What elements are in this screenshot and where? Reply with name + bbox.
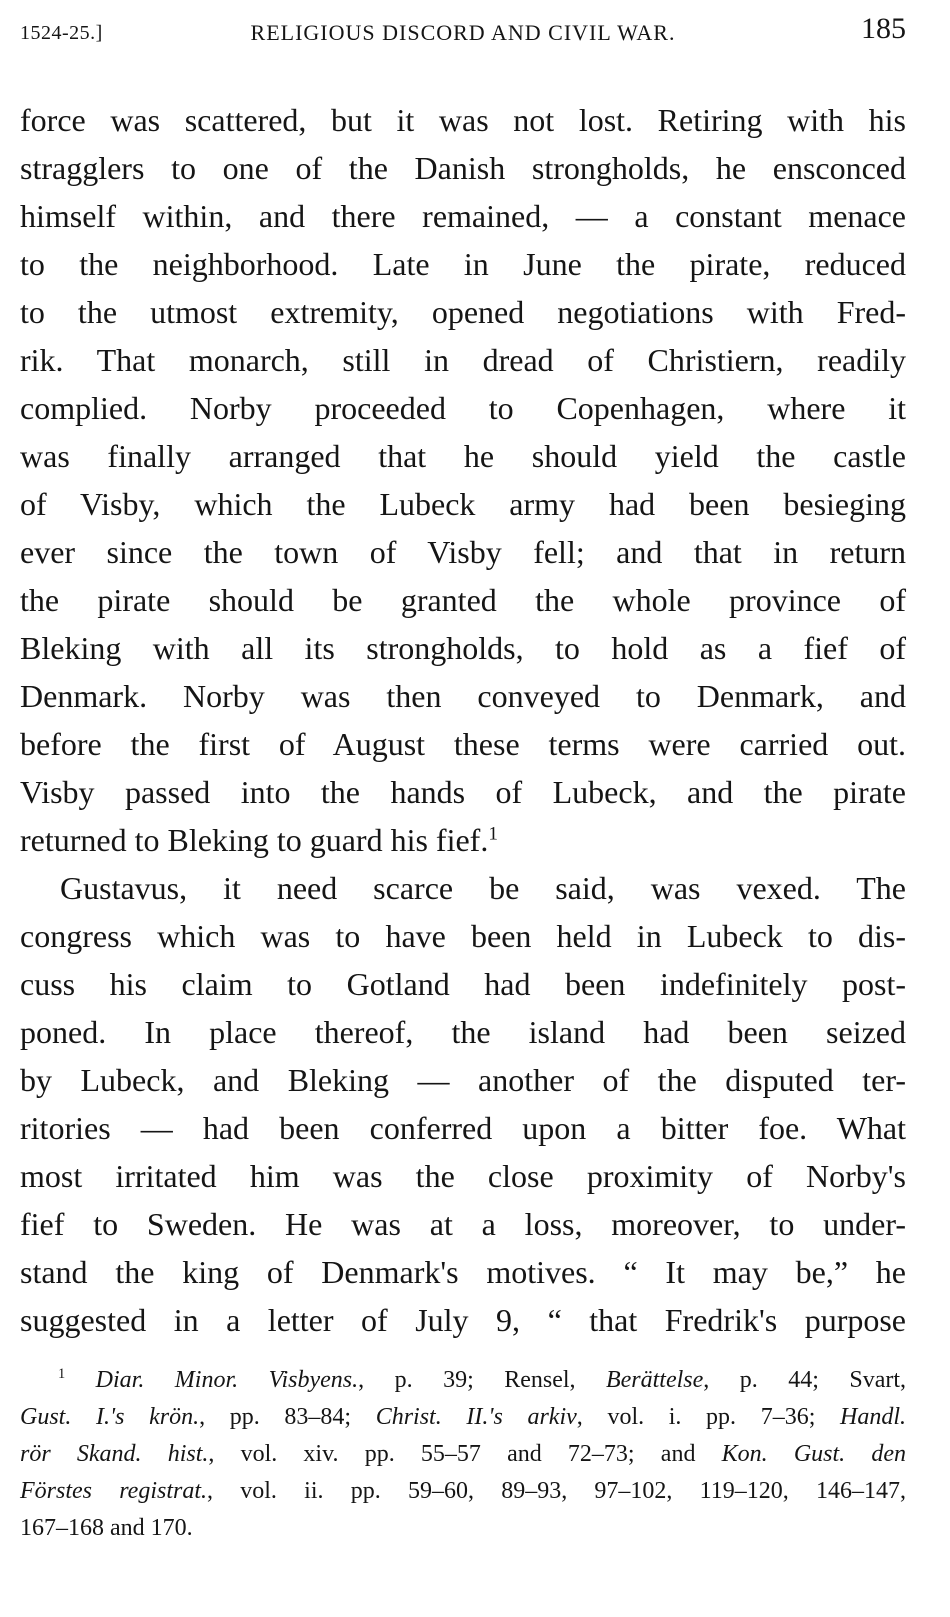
body-line: to the utmost extremity, opened negotiations with Fred-	[20, 294, 906, 330]
page-number: 185	[861, 12, 906, 45]
footnote-citation: Förstes registrat.	[20, 1478, 208, 1504]
footnote-marker: 1	[58, 1366, 66, 1382]
body-line: congress which was to have been held in Lubeck to dis-	[20, 918, 906, 954]
header-date-range: 1524-25.]	[20, 22, 103, 44]
body-line-text: returned to Bleking to guard his fief.	[20, 822, 489, 858]
footnote-text: , p. 39; Rensel,	[358, 1367, 606, 1393]
body-line: to the neighborhood. Late in June the pirate, reduced	[20, 246, 906, 282]
body-line: Denmark. Norby was then conveyed to Denmark, and	[20, 678, 906, 714]
body-line: stand the king of Denmark's motives. “ It may be,” he	[20, 1254, 906, 1290]
footnote-text: , vol. xiv. pp. 55–57 and 72–73; and	[208, 1441, 722, 1467]
body-line: ever since the town of Visby fell; and that in return	[20, 534, 906, 570]
body-line: suggested in a letter of July 9, “ that Fredrik's purpose	[20, 1302, 906, 1338]
footnote-text: , p. 44; Svart,	[703, 1367, 907, 1393]
footnote-citation: Kon. Gust. den	[721, 1441, 907, 1467]
body-line: rik. That monarch, still in dread of Christiern, readily	[20, 342, 906, 378]
body-line-with-footnote-ref	[20, 816, 906, 864]
footnote-line	[20, 1399, 906, 1436]
footnote-line: 167–168 and 170.	[20, 1515, 193, 1541]
footnote-line	[20, 1436, 906, 1473]
footnote-text: , vol. ii. pp. 59–60, 89–93, 97–102, 119–120, 146–147,	[207, 1478, 906, 1504]
body-line: Visby passed into the hands of Lubeck, and the pirate	[20, 774, 906, 810]
body-line: most irritated him was the close proximity of Norby's	[20, 1158, 906, 1194]
body-text	[20, 96, 906, 1344]
body-line: poned. In place thereof, the island had been seized	[20, 1014, 906, 1050]
footnote-citation: Handl.	[840, 1404, 907, 1430]
body-line: fief to Sweden. He was at a loss, moreover, to under-	[20, 1206, 906, 1242]
body-line: complied. Norby proceeded to Copenhagen, where it	[20, 390, 906, 426]
footnote-text: , pp. 83–84;	[199, 1404, 376, 1430]
footnote-citation: rör Skand. hist.	[20, 1441, 209, 1467]
body-line: the pirate should be granted the whole province of	[20, 582, 906, 618]
footnote-citation: Diar. Minor. Visbyens.	[95, 1367, 359, 1393]
footnote-reference: 1	[488, 823, 498, 845]
body-line: Bleking with all its strongholds, to hold as a fief of	[20, 630, 906, 666]
body-line: cuss his claim to Gotland had been indefinitely post-	[20, 966, 906, 1002]
footnote-line	[20, 1473, 906, 1510]
footnote	[20, 1362, 906, 1547]
body-line: himself within, and there remained, — a constant menace	[20, 198, 906, 234]
body-line: stragglers to one of the Danish strongholds, he ensconced	[20, 150, 906, 186]
body-line: before the first of August these terms were carried out.	[20, 726, 906, 762]
running-header	[20, 8, 906, 48]
footnote-citation: Gust. I.'s krön.	[20, 1404, 200, 1430]
footnote-line	[20, 1362, 906, 1399]
body-line: by Lubeck, and Bleking — another of the disputed ter-	[20, 1062, 906, 1098]
header-running-title: RELIGIOUS DISCORD AND CIVIL WAR.	[250, 20, 676, 45]
body-line: force was scattered, but it was not lost. Retiring with his	[20, 102, 906, 138]
body-line: ritories — had been conferred upon a bitter foe. What	[20, 1110, 906, 1146]
body-line: was finally arranged that he should yield the castle	[20, 438, 906, 474]
body-line: of Visby, which the Lubeck army had been besieging	[20, 486, 906, 522]
footnote-citation: Christ. II.'s arkiv	[375, 1404, 577, 1430]
footnote-citation: Berättelse	[605, 1367, 704, 1393]
footnote-text: , vol. i. pp. 7–36;	[576, 1404, 841, 1430]
paragraph-start-line: Gustavus, it need scarce be said, was vexed. The	[60, 870, 906, 906]
